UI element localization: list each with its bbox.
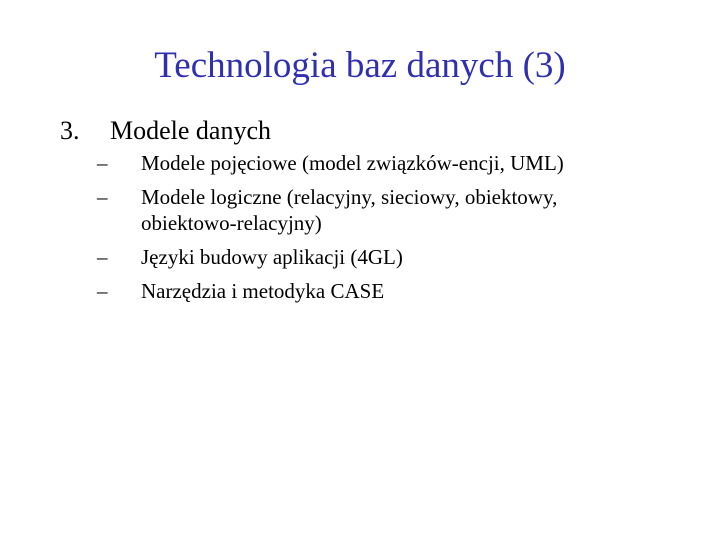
bullet-dash: – (97, 245, 108, 269)
bullet-dash: – (97, 151, 108, 175)
bullet-item (95, 150, 655, 176)
bullet-text: Narzędzia i metodyka CASE (141, 279, 385, 303)
bullet-text: Modele logiczne (relacyjny, sieciowy, obiektowy, obiektowo-relacyjny) (141, 185, 558, 235)
slide-title: Technologia baz danych (3) (154, 45, 566, 86)
section-number: 3. (60, 116, 80, 145)
bullet-item (95, 184, 655, 236)
bullet-dash: – (97, 279, 108, 303)
bullet-item (95, 278, 655, 304)
section-label: Modele danych (110, 116, 272, 145)
bullet-dash: – (97, 185, 108, 209)
bullet-item (95, 244, 655, 270)
bullet-text: Modele pojęciowe (model związków-encji, UML) (141, 151, 564, 175)
bullet-list (95, 150, 655, 312)
bullet-text: Języki budowy aplikacji (4GL) (141, 245, 403, 269)
section-heading (60, 115, 680, 147)
